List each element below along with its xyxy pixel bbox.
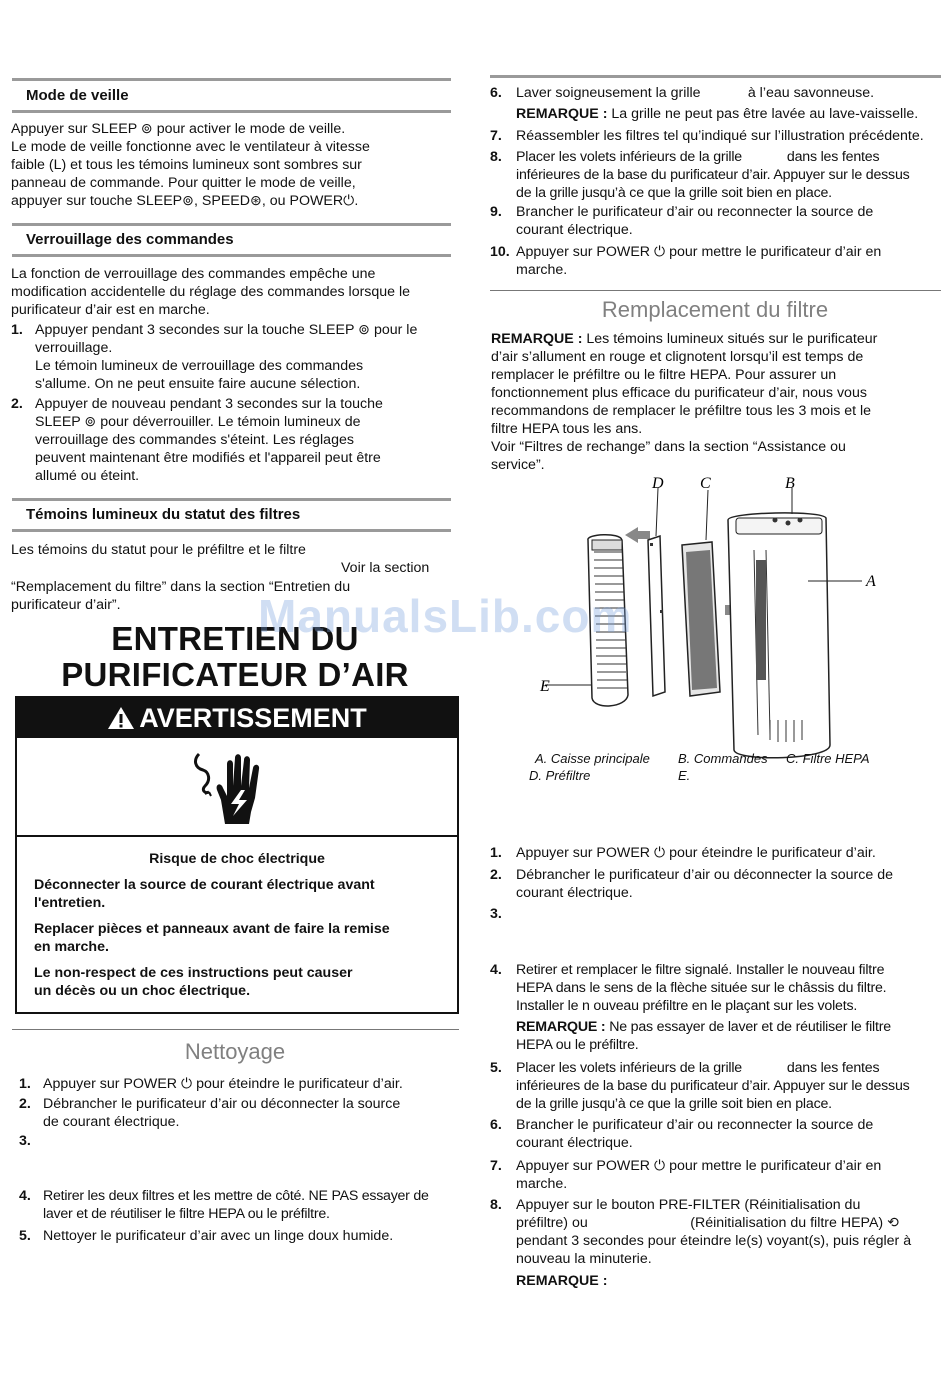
hepa-filter-part	[682, 542, 720, 696]
text-line: faible (L) et tous les témoins lumineux sont sombres sur	[11, 157, 362, 173]
section-rule	[12, 498, 451, 501]
text-line: filtre HEPA tous les ans.	[491, 421, 643, 437]
item-number: 5.	[490, 1060, 502, 1076]
text-line: recommandons de remplacer le préfiltre tous les 3 mois et le	[491, 403, 872, 419]
filter-status-line: “Remplacement du filtre” dans la section “Entretien du	[11, 579, 351, 595]
text-line: Le non-respect de ces instructions peut causer	[34, 965, 353, 981]
text-line: Débrancher le purificateur d’air ou déconnecter la source de	[516, 867, 893, 883]
item-number: 3.	[19, 1133, 31, 1149]
text-line: Placer les volets inférieurs de la grille dans les fentes	[516, 149, 880, 165]
text-line: modification accidentelle du réglage des commandes lorsque le	[11, 284, 411, 300]
label-a: A	[866, 573, 876, 590]
label-e: E	[540, 678, 550, 695]
cleaning-title: Nettoyage	[184, 1039, 286, 1064]
label-c: C	[700, 475, 711, 492]
caption-c: C. Filtre HEPA	[786, 751, 870, 766]
filter-status-title: Témoins lumineux du statut des filtres	[26, 506, 301, 523]
text-line: La fonction de verrouillage des commandes empêche une	[11, 266, 376, 282]
item-number: 2.	[19, 1096, 31, 1112]
text-line: laver et de réutiliser le filtre HEPA ou le préfiltre.	[43, 1206, 330, 1222]
warning-paragraph	[34, 964, 434, 1000]
item-number: 5.	[19, 1228, 31, 1244]
caption-b: B. Commandes	[678, 751, 768, 766]
text-line: marche.	[516, 262, 568, 278]
warning-paragraph	[34, 876, 434, 912]
text-line: Retirer les deux filtres et les mettre de côté. NE PAS essayer de	[43, 1188, 429, 1204]
text-line: peuvent maintenant être modifiés et l'appareil peut être	[35, 450, 381, 466]
text-line: Le mode de veille fonctionne avec le ventilateur à vitesse	[11, 139, 370, 155]
item-number: 4.	[490, 962, 502, 978]
filter-status-line: purificateur d’air”.	[11, 597, 121, 613]
text-line: verrouillage des commandes s'éteint. Les réglages	[35, 432, 354, 448]
text-line: d’air s’allument en rouge et clignotent lorsqu’il est temps de	[491, 349, 864, 365]
filter-replacement-note	[491, 330, 941, 474]
item-number: 6.	[490, 1117, 502, 1133]
section-rule	[12, 529, 451, 532]
text-line: Nettoyer le purificateur d’air avec un linge doux humide.	[43, 1228, 394, 1244]
text-line: courant électrique.	[516, 222, 633, 238]
warning-risk-title: Risque de choc électrique	[149, 851, 325, 867]
item-number: 1.	[490, 845, 502, 861]
item-number: 4.	[19, 1188, 31, 1204]
main-heading-line: ENTRETIEN DU	[111, 620, 359, 657]
text-line: Appuyer sur POWER ⏻ pour éteindre le purificateur d’air.	[516, 845, 876, 861]
text-line: Laver soigneusement la grille à l’eau savonneuse.	[516, 85, 875, 101]
text-line: en marche.	[34, 939, 109, 955]
sleep-mode-text	[11, 120, 370, 210]
section-rule	[12, 223, 451, 226]
text-line: un décès ou un choc électrique.	[34, 983, 251, 999]
section-rule	[12, 78, 451, 81]
text-line: s'allume. On ne peut ensuite faire aucune sélection.	[35, 376, 361, 392]
item-number: 1.	[19, 1076, 31, 1092]
text-line: Retirer et remplacer le filtre signalé. Installer le nouveau filtre	[516, 962, 885, 978]
section-rule	[12, 254, 451, 257]
text-line: de courant électrique.	[43, 1114, 180, 1130]
text-line: Installer le n ouveau préfiltre en le plaçant sur les volets.	[516, 998, 858, 1014]
electric-shock-hand-icon	[191, 750, 265, 828]
note-label: REMARQUE :	[516, 1273, 608, 1289]
note	[516, 1018, 891, 1036]
warning-divider	[17, 835, 457, 837]
item-number: 10.	[490, 244, 510, 260]
text-line: Appuyer sur POWER ⏻ pour mettre le purificateur d’air en	[516, 1158, 882, 1174]
item-number: 8.	[490, 149, 502, 165]
text-line: Replacer pièces et panneaux avant de faire la remise	[34, 921, 390, 937]
text-line: Appuyer sur POWER ⏻ pour mettre le purificateur d’air en	[516, 244, 882, 260]
item-number: 8.	[490, 1197, 502, 1213]
caption-d: D. Préfiltre	[529, 768, 591, 783]
text-line: service”.	[491, 457, 545, 473]
text-line: Appuyer sur SLEEP ⊚ pour activer le mode de veille.	[11, 121, 346, 137]
text-line: courant électrique.	[516, 1135, 633, 1151]
text-line: marche.	[516, 1176, 568, 1192]
arrow-left-icon	[625, 527, 650, 543]
text-line: nouveau la minuterie.	[516, 1251, 652, 1267]
text-line: panneau de commande. Pour quitter le mode de veille,	[11, 175, 356, 191]
label-b: B	[785, 475, 795, 492]
text-line: préfiltre) ou (Réinitialisation du filtre HEPA) ⟲	[516, 1215, 899, 1231]
text-line: allumé ou éteint.	[35, 468, 140, 484]
item-number: 1.	[11, 322, 23, 338]
main-housing-part	[728, 513, 830, 758]
note-label: REMARQUE :	[516, 106, 608, 122]
text-line: Appuyer sur le bouton PRE-FILTER (Réinitialisation du	[516, 1197, 861, 1213]
text-line: Déconnecter la source de courant électrique avant	[34, 877, 375, 893]
section-rule	[490, 75, 941, 78]
item-number: 3.	[490, 906, 502, 922]
text-line: Le témoin lumineux de verrouillage des commandes	[35, 358, 364, 374]
text-line: fonctionnement plus efficace du purificateur d’air, nous vous	[491, 385, 867, 401]
main-heading-line: PURIFICATEUR D’AIR	[61, 656, 409, 693]
warning-header	[17, 698, 457, 738]
filter-status-line: Les témoins du statut pour le préfiltre et le filtre	[11, 542, 306, 558]
text-line: inférieures de la base du purificateur d’air. Appuyer sur le dessus	[516, 1078, 910, 1094]
item-number: 6.	[490, 85, 502, 101]
text-line: Les témoins lumineux situés sur le purificateur	[586, 331, 878, 347]
watermark: ManualsLib.com	[258, 590, 633, 642]
note-label: REMARQUE :	[491, 331, 583, 347]
item-number: 9.	[490, 204, 502, 220]
text-line: de la grille jusqu’à ce que la grille soit bien en place.	[516, 185, 832, 201]
text-line: l'entretien.	[34, 895, 106, 911]
text-line: Appuyer pendant 3 secondes sur la touche SLEEP ⊚ pour le	[35, 322, 418, 338]
text-line: Placer les volets inférieurs de la grille dans les fentes	[516, 1060, 880, 1076]
text-line: Débrancher le purificateur d’air ou déconnecter la source	[43, 1096, 401, 1112]
prefilter-part	[648, 536, 665, 696]
text-line: Brancher le purificateur d’air ou reconnecter la source de	[516, 1117, 874, 1133]
section-rule	[490, 290, 941, 291]
note	[516, 105, 918, 123]
text-line: SLEEP ⊚ pour déverrouiller. Le témoin lumineux de	[35, 414, 361, 430]
filter-replacement-title: Remplacement du filtre	[601, 297, 829, 322]
warning-box	[15, 696, 459, 1014]
item-number: 7.	[490, 128, 502, 144]
note-text: Ne pas essayer de laver et de réutiliser le filtre	[609, 1019, 891, 1035]
text-line: purificateur d’air est en marche.	[11, 302, 210, 318]
text-line: de la grille jusqu’à ce que la grille soit bien en place.	[516, 1096, 832, 1112]
warning-header-text: AVERTISSEMENT	[139, 703, 367, 733]
text-line: remplacer le préfiltre ou le filtre HEPA. Pour assurer un	[491, 367, 837, 383]
item-number: 7.	[490, 1158, 502, 1174]
filter-status-line: Voir la section	[341, 560, 430, 576]
sleep-mode-title: Mode de veille	[26, 87, 129, 104]
text-line: verrouillage.	[35, 340, 113, 356]
control-lock-title: Verrouillage des commandes	[26, 231, 234, 248]
label-d: D	[652, 475, 664, 492]
text-line: appuyer sur touche SLEEP⊚, SPEED⊛, ou POWER⏻.	[11, 193, 359, 209]
note-label: REMARQUE :	[516, 1019, 606, 1035]
text-line: courant électrique.	[516, 885, 633, 901]
item-number: 2.	[11, 396, 23, 412]
text-line: Brancher le purificateur d’air ou reconnecter la source de	[516, 204, 874, 220]
text-line: HEPA dans le sens de la flèche située sur le châssis du filtre.	[516, 980, 887, 996]
caption-a: A. Caisse principale	[535, 751, 650, 766]
section-rule	[12, 1029, 459, 1030]
text-line: Appuyer sur POWER ⏻ pour éteindre le purificateur d’air.	[43, 1076, 403, 1092]
note-text: HEPA ou le préfiltre.	[516, 1037, 639, 1053]
note-text: La grille ne peut pas être lavée au lave-vaisselle.	[611, 106, 919, 122]
control-lock-intro	[11, 265, 410, 319]
text-line: Réassembler les filtres tel qu’indiqué sur l’illustration précédente.	[516, 128, 924, 144]
section-rule	[12, 110, 451, 113]
text-line: inférieures de la base du purificateur d’air. Appuyer sur le dessus	[516, 167, 910, 183]
text-line: Appuyer de nouveau pendant 3 secondes sur la touche	[35, 396, 383, 412]
text-line: pendant 3 secondes pour éteindre le(s) voyant(s), puis régler à	[516, 1233, 912, 1249]
warning-paragraph	[34, 920, 434, 956]
item-number: 2.	[490, 867, 502, 883]
text-line: Voir “Filtres de rechange” dans la section “Assistance ou	[491, 439, 846, 455]
caption-e: E.	[678, 768, 691, 783]
warning-triangle-icon	[107, 706, 135, 730]
